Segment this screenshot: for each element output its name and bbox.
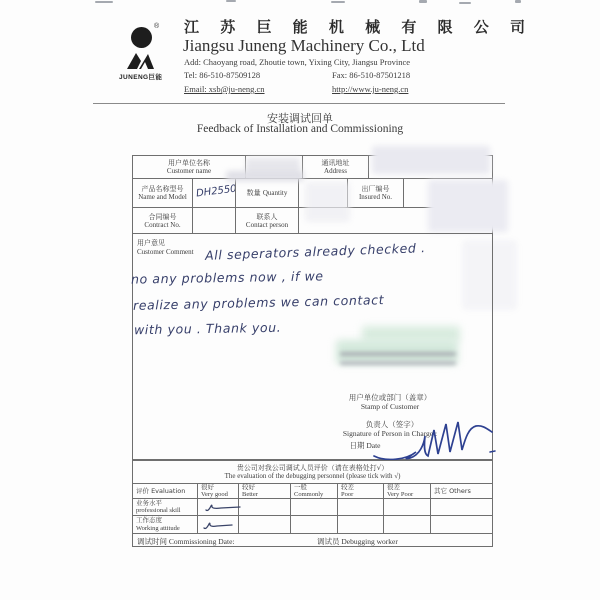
company-tel: Tel: 86-510-87509128 (184, 70, 261, 80)
comment-line-2: no any problems now , if we (130, 268, 324, 287)
professional-skill-very-poor-cell (383, 498, 431, 516)
col-better-en: Better (242, 491, 258, 498)
working-attitude-others-cell (430, 515, 493, 534)
col-poor-en: Poor (341, 491, 354, 498)
col-header-commonly (290, 483, 338, 499)
professional-skill-poor-cell (337, 498, 384, 516)
stamp-label-zh: 用户单位或部门（盖章） (348, 393, 432, 402)
contact-person-label-en: Contact person (245, 220, 289, 229)
signature-scrawl (372, 418, 498, 464)
company-address: Add: Chaoyang road, Zhoutie town, Yixing City, Jiangsu Province (184, 57, 411, 67)
working-attitude-en: Working attitude (136, 524, 180, 532)
col-header-poor (337, 483, 384, 499)
juneng-logo-monogram-icon (121, 50, 165, 70)
scan-noise (459, 2, 471, 4)
evaluation-header-zh: 贵公司对我公司调试人员评价（请在表格处打√） (236, 463, 389, 472)
working-attitude-very-poor-cell (383, 515, 431, 534)
col-very-good-zh: 很好 (201, 483, 214, 491)
date-label: 日期 Date (349, 441, 381, 450)
col-header-very-poor (383, 483, 431, 499)
customer-comment-label-en: Customer Comment (137, 248, 194, 256)
contact-person-label-zh: 联系人 (256, 212, 278, 221)
evaluation-header-cell (132, 460, 493, 484)
scan-noise (331, 1, 345, 3)
stamp-label-en: Stamp of Customer (360, 402, 420, 411)
signature-label-en: Signature of Person in Charge : (342, 429, 438, 438)
col-very-poor-en: Very Poor (387, 491, 414, 498)
commissioning-date-label: 调试时间 Commissioning Date: (137, 537, 235, 546)
col-commonly-zh: 一般 (294, 483, 307, 491)
tick-mark-professional-skill-very-good (203, 501, 243, 513)
name-model-handwritten-value: DH2550 (195, 183, 238, 200)
col-poor-zh: 较差 (341, 483, 354, 491)
col-very-good-en: Very good (201, 491, 228, 498)
professional-skill-others-cell (430, 498, 493, 516)
debugging-worker-label: 调试员 Debugging worker (317, 537, 398, 546)
redacted-stamp-streak (340, 361, 456, 365)
tick-mark-working-attitude-very-good (201, 519, 235, 531)
professional-skill-zh: 业务水平 (136, 498, 162, 507)
registered-trademark-icon: ® (154, 23, 160, 30)
name-model-label-zh: 产品名称型号 (141, 185, 184, 193)
juneng-logo-ball-icon (131, 27, 152, 48)
redaction-smudge (372, 146, 490, 174)
form-title-english: Feedback of Installation and Commissioning (196, 123, 404, 135)
contract-no-label-cell (132, 207, 193, 234)
redacted-stamp-streak (340, 352, 456, 356)
working-attitude-zh: 工作态度 (136, 516, 162, 524)
working-attitude-better-cell (238, 515, 291, 534)
redaction-smudge (226, 171, 304, 181)
customer-name-label-zh: 用户单位名称 (168, 159, 210, 167)
contact-person-label-cell (235, 207, 299, 234)
col-header-others (430, 483, 493, 499)
col-commonly-en: Commonly (294, 491, 324, 498)
name-model-label-en: Name and Model (138, 193, 187, 201)
address-label-cell (302, 155, 369, 179)
customer-name-label-en: Customer name (166, 167, 212, 175)
form-title-chinese: 安装调试回单 (267, 112, 333, 125)
col-better-zh: 较好 (242, 483, 255, 491)
comment-line-3: realize any problems we can contact (132, 292, 385, 313)
header-divider (93, 103, 505, 104)
redaction-smudge (428, 180, 508, 232)
row-professional-skill-label (132, 498, 198, 516)
name-model-label-cell (132, 178, 193, 208)
comment-line-1: All seperators already checked . (204, 240, 426, 263)
evaluation-col-label-cell (132, 483, 198, 499)
signature-label-zh: 负责人（签字） (365, 420, 419, 429)
company-name-chinese: 江 苏 巨 能 机 械 有 限 公 司 (184, 18, 534, 36)
company-fax: Fax: 86-510-87501218 (332, 70, 411, 80)
professional-skill-commonly-cell (290, 498, 338, 516)
evaluation-header-en: The evaluation of the debugging personnel (please tick with √) (224, 472, 401, 480)
company-website: http://www.ju-neng.cn (332, 84, 409, 94)
evaluation-col-label: 评价 Evaluation (136, 487, 186, 495)
scan-noise (419, 0, 427, 3)
redaction-smudge (305, 182, 350, 222)
col-header-better (238, 483, 291, 499)
contract-no-label-zh: 合同编号 (148, 212, 177, 221)
col-header-very-good (197, 483, 239, 499)
working-attitude-commonly-cell (290, 515, 338, 534)
quantity-label: 数量 Quantity (246, 189, 288, 197)
juneng-logo-caption: JUNENG巨能 (119, 74, 163, 81)
contract-no-value-cell (192, 207, 236, 234)
insured-no-label-en: Insured No. (358, 193, 393, 201)
row-working-attitude-label (132, 515, 198, 534)
scan-noise (95, 1, 113, 3)
company-email: Email: xsb@ju-neng.cn (184, 84, 265, 94)
contract-no-label-en: Contract No. (144, 220, 181, 229)
professional-skill-better-cell (238, 498, 291, 516)
scan-noise (515, 0, 521, 3)
col-others-zh: 其它 Others (434, 486, 471, 495)
insured-no-label-cell (347, 178, 404, 208)
scan-noise (226, 0, 236, 2)
comment-line-4: with you . Thank you. (133, 319, 282, 338)
address-label-en: Address (324, 167, 347, 175)
quantity-label-cell (235, 178, 299, 208)
professional-skill-en: professional skill (136, 507, 181, 514)
address-label-zh: 通讯地址 (321, 159, 350, 167)
customer-comment-label-zh: 用户意见 (137, 239, 165, 247)
insured-no-label-zh: 出厂编号 (361, 185, 390, 193)
working-attitude-poor-cell (337, 515, 384, 534)
col-very-poor-zh: 很差 (387, 483, 400, 491)
company-name-english: Jiangsu Juneng Machinery Co., Ltd (183, 36, 425, 55)
